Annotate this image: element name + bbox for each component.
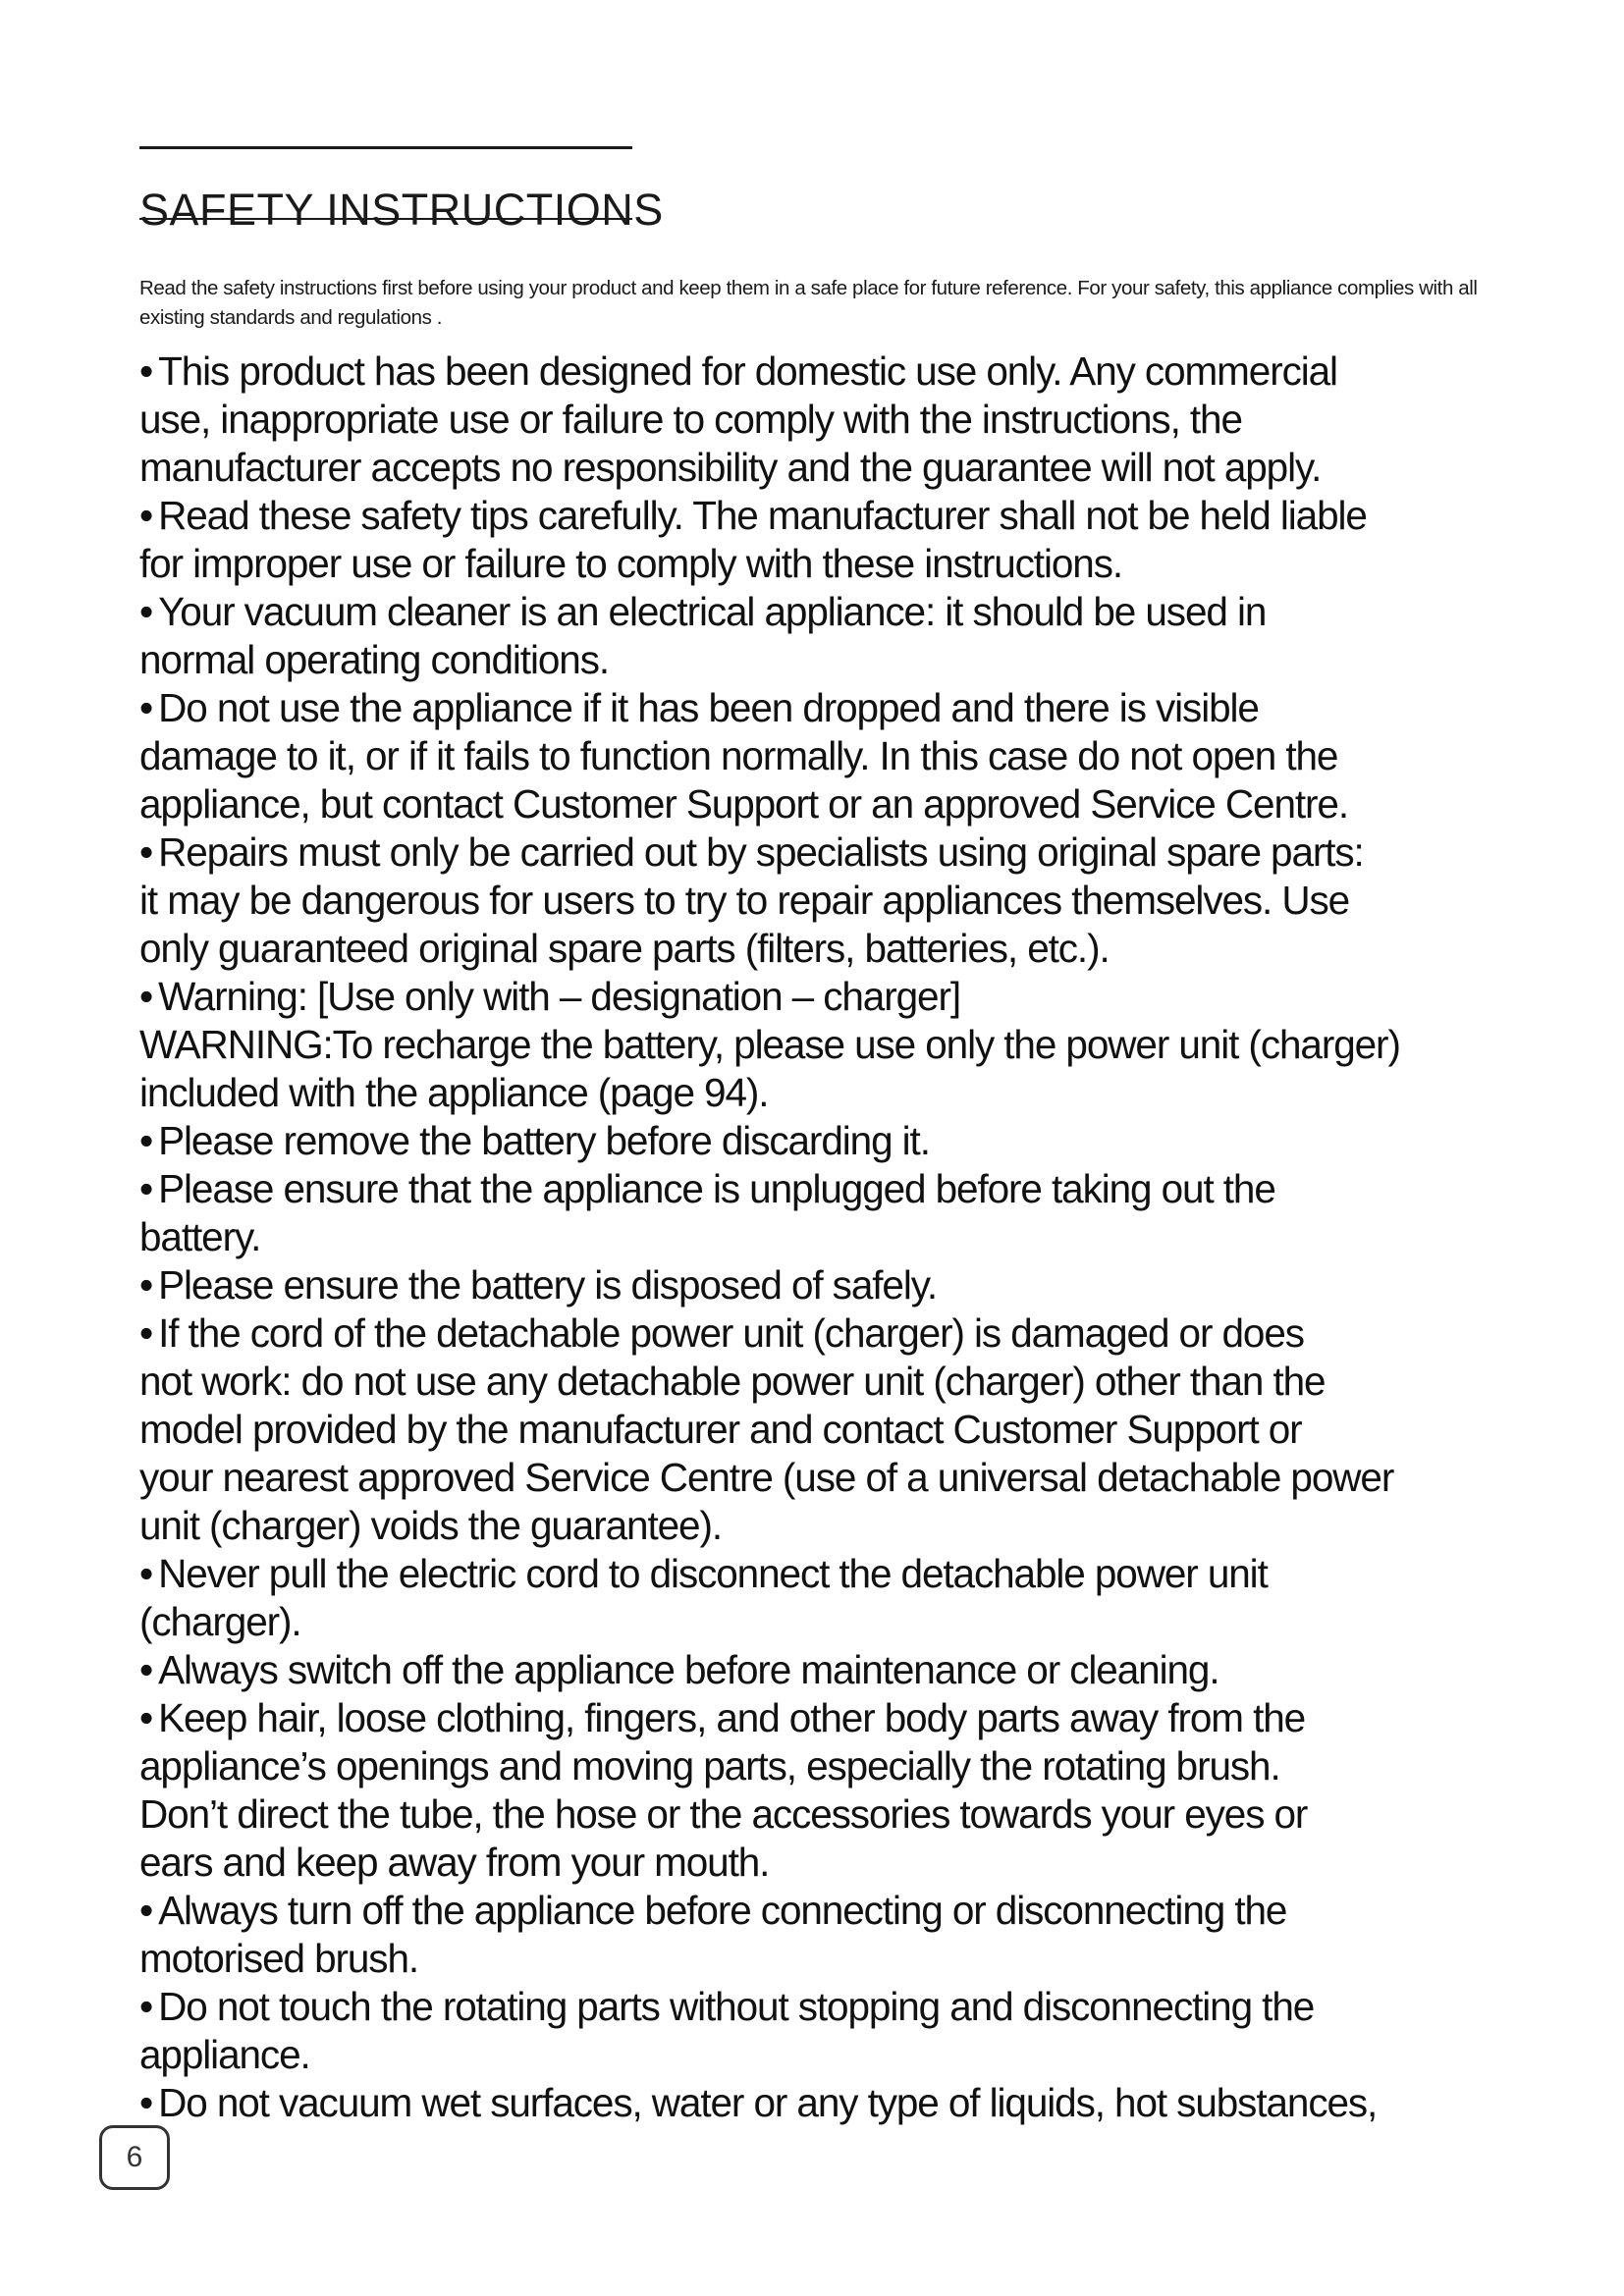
instruction-text: included with the appliance (page 94). — [139, 1070, 769, 1115]
instruction-line — [139, 1694, 1534, 1742]
bullet-point: • — [139, 829, 153, 875]
instruction-line — [139, 636, 1534, 684]
instruction-line — [139, 1454, 1534, 1502]
instruction-text: Do not vacuum wet surfaces, water or any type of liquids, hot substances, — [158, 2080, 1378, 2125]
instruction-line — [139, 828, 1534, 877]
instruction-text: unit (charger) voids the guarantee). — [139, 1503, 722, 1548]
instruction-item — [139, 1117, 1534, 1165]
instruction-text: Please remove the battery before discarding it. — [158, 1118, 930, 1163]
instruction-line — [139, 684, 1534, 732]
instruction-line — [139, 1213, 1534, 1261]
instruction-item — [139, 1261, 1534, 1309]
bullet-point: • — [139, 2080, 153, 2125]
instruction-item — [139, 1165, 1534, 1261]
instruction-text: Always switch off the appliance before maintenance or cleaning. — [158, 1647, 1219, 1692]
instruction-item — [139, 1694, 1534, 1887]
instruction-text: Repairs must only be carried out by specialists using original spare parts: — [158, 829, 1364, 875]
page-number: 6 — [126, 2141, 143, 2173]
page-number-box — [99, 2125, 170, 2190]
page-title: SAFETY INSTRUCTIONS — [139, 185, 664, 236]
instruction-item — [139, 1983, 1534, 2079]
instruction-text: Please ensure that the appliance is unplugged before taking out the — [158, 1166, 1275, 1211]
instruction-line — [139, 1935, 1534, 1983]
instruction-line — [139, 1165, 1534, 1213]
instruction-line — [139, 1358, 1534, 1406]
instruction-item — [139, 588, 1534, 684]
instruction-text: If the cord of the detachable power unit (charger) is damaged or does — [158, 1310, 1304, 1356]
instruction-line — [139, 1502, 1534, 1550]
instruction-text: Warning: [Use only with – designation – charger] — [158, 974, 960, 1019]
safety-instructions-list — [139, 347, 1534, 2127]
title-top-rule — [139, 146, 632, 149]
instruction-line — [139, 347, 1534, 396]
instruction-item — [139, 1550, 1534, 1646]
bullet-point: • — [139, 1984, 153, 2029]
bullet-point: • — [139, 348, 153, 394]
bullet-point: • — [139, 685, 153, 730]
instruction-line — [139, 492, 1534, 540]
instruction-line — [139, 1839, 1534, 1887]
bullet-point: • — [139, 493, 153, 538]
instruction-text: Don’t direct the tube, the hose or the accessories towards your eyes or — [139, 1791, 1308, 1837]
instruction-text: Do not touch the rotating parts without stopping and disconnecting the — [158, 1984, 1315, 2029]
bullet-point: • — [139, 1166, 153, 1211]
instruction-text: use, inappropriate use or failure to comply with the instructions, the — [139, 397, 1242, 442]
instruction-item — [139, 1887, 1534, 1983]
instruction-line — [139, 780, 1534, 828]
instruction-line — [139, 1550, 1534, 1598]
instruction-item — [139, 1021, 1534, 1117]
instruction-line — [139, 732, 1534, 780]
instruction-line — [139, 1261, 1534, 1309]
instruction-text: appliance, but contact Customer Support or an approved Service Centre. — [139, 781, 1348, 827]
instruction-line — [139, 1598, 1534, 1646]
instruction-line — [139, 1790, 1534, 1839]
instruction-text: Keep hair, loose clothing, fingers, and other body parts away from the — [158, 1695, 1306, 1740]
instruction-text: for improper use or failure to comply with these instructions. — [139, 541, 1122, 586]
instruction-text: motorised brush. — [139, 1936, 419, 1981]
instruction-text: WARNING:To recharge the battery, please use only the power unit (charger) — [139, 1022, 1400, 1067]
instruction-text: Do not use the appliance if it has been dropped and there is visible — [158, 685, 1259, 730]
instruction-text: Never pull the electric cord to disconnect the detachable power unit — [158, 1551, 1268, 1596]
instruction-text: your nearest approved Service Centre (use of a universal detachable power — [139, 1455, 1394, 1500]
bullet-point: • — [139, 1551, 153, 1596]
instruction-line — [139, 1117, 1534, 1165]
instruction-line — [139, 2079, 1534, 2127]
bullet-point: • — [139, 589, 153, 634]
bullet-point: • — [139, 1888, 153, 1933]
instruction-line — [139, 1021, 1534, 1069]
instruction-line — [139, 588, 1534, 636]
instruction-line — [139, 396, 1534, 444]
instruction-text: Always turn off the appliance before connecting or disconnecting the — [158, 1888, 1287, 1933]
instruction-text: Your vacuum cleaner is an electrical appliance: it should be used in — [158, 589, 1267, 634]
instruction-item — [139, 2079, 1534, 2127]
instruction-line — [139, 2031, 1534, 2079]
bullet-point: • — [139, 1647, 153, 1692]
instruction-item — [139, 1646, 1534, 1694]
instruction-item — [139, 492, 1534, 588]
instruction-text: model provided by the manufacturer and contact Customer Support or — [139, 1407, 1302, 1452]
instruction-item — [139, 684, 1534, 828]
instruction-text: damage to it, or if it fails to function normally. In this case do not open the — [139, 733, 1338, 778]
instruction-line — [139, 925, 1534, 973]
instruction-text: appliance. — [139, 2032, 310, 2077]
instruction-line — [139, 877, 1534, 925]
bullet-point: • — [139, 1695, 153, 1740]
instruction-item — [139, 973, 1534, 1021]
instruction-line — [139, 1742, 1534, 1790]
instruction-line — [139, 1309, 1534, 1358]
bullet-point: • — [139, 1310, 153, 1356]
instruction-line — [139, 444, 1534, 492]
instruction-text: Please ensure the battery is disposed of safely. — [158, 1262, 938, 1308]
instruction-line — [139, 973, 1534, 1021]
instruction-line — [139, 1887, 1534, 1935]
instruction-line — [139, 1983, 1534, 2031]
instruction-item — [139, 828, 1534, 973]
instruction-text: manufacturer accepts no responsibility and the guarantee will not apply. — [139, 445, 1322, 490]
instruction-text: ears and keep away from your mouth. — [139, 1840, 770, 1885]
instruction-item — [139, 347, 1534, 492]
title-bottom-rule — [139, 218, 632, 220]
instruction-text: normal operating conditions. — [139, 637, 610, 682]
instruction-text: not work: do not use any detachable power unit (charger) other than the — [139, 1359, 1326, 1404]
bullet-point: • — [139, 1262, 153, 1308]
instruction-text: (charger). — [139, 1599, 301, 1644]
instruction-text: battery. — [139, 1214, 261, 1259]
instruction-text: appliance’s openings and moving parts, especially the rotating brush. — [139, 1743, 1280, 1789]
intro-paragraph: Read the safety instructions first before using your product and keep them in a safe place for future reference. For your safety, this appliance complies with all existing standards and regulations . — [139, 276, 1478, 329]
instruction-line — [139, 1406, 1534, 1454]
bullet-point: • — [139, 1118, 153, 1163]
instruction-line — [139, 540, 1534, 588]
instruction-line — [139, 1069, 1534, 1117]
instruction-text: it may be dangerous for users to try to repair appliances themselves. Use — [139, 878, 1350, 923]
bullet-point: • — [139, 974, 153, 1019]
instruction-text: This product has been designed for domestic use only. Any commercial — [158, 348, 1337, 394]
instruction-item — [139, 1309, 1534, 1550]
instruction-text: only guaranteed original spare parts (filters, batteries, etc.). — [139, 926, 1110, 971]
instruction-line — [139, 1646, 1534, 1694]
instruction-text: Read these safety tips carefully. The manufacturer shall not be held liable — [158, 493, 1367, 538]
